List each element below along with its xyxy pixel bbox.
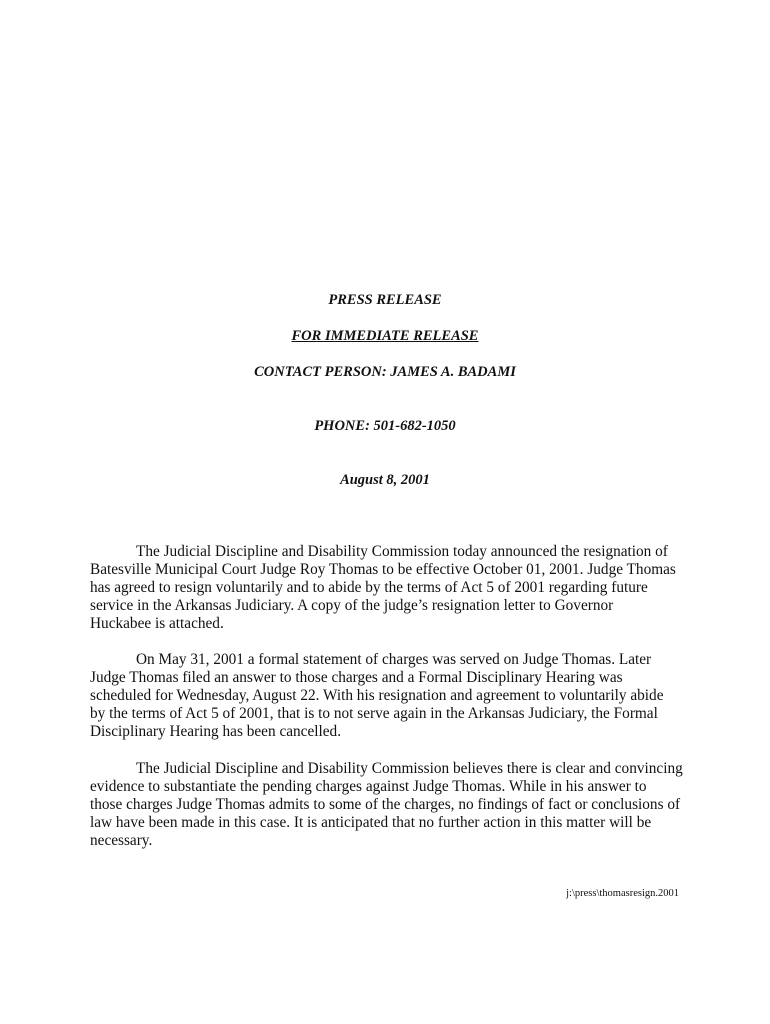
paragraph-line: scheduled for Wednesday, August 22. With his resignation and agreement to voluntarily abide (90, 687, 664, 704)
paragraph-line: evidence to substantiate the pending charges against Judge Thomas. While in his answer to (90, 778, 647, 795)
paragraph-line: Disciplinary Hearing has been cancelled. (90, 723, 342, 740)
paragraph-line: The Judicial Discipline and Disability Commission believes there is clear and convincing (136, 760, 683, 777)
paragraph-line: Huckabee is attached. (90, 615, 224, 632)
paragraph-line: those charges Judge Thomas admits to some of the charges, no findings of fact or conclusions of (90, 796, 681, 813)
paragraph-line: Judge Thomas filed an answer to those charges and a Formal Disciplinary Hearing was (90, 669, 623, 686)
phone-line: PHONE: 501-682-1050 (314, 418, 456, 434)
release-type-heading: FOR IMMEDIATE RELEASE (291, 328, 479, 344)
paragraph-line: The Judicial Discipline and Disability Commission today announced the resignation of (136, 543, 668, 560)
paragraph-line: service in the Arkansas Judiciary. A copy of the judge’s resignation letter to Governor (90, 597, 614, 614)
body-paragraph-3 (90, 760, 690, 850)
file-reference: j:\press\thomasresign.2001 (566, 888, 679, 899)
paragraph-line: law have been made in this case. It is anticipated that no further action in this matter will be (90, 814, 652, 831)
paragraph-line: necessary. (90, 832, 153, 849)
paragraph-line: by the terms of Act 5 of 2001, that is to not serve again in the Arkansas Judiciary, the Formal (90, 705, 658, 722)
press-release-title: PRESS RELEASE (328, 292, 442, 308)
release-date: August 8, 2001 (340, 472, 430, 488)
paragraph-line: Batesville Municipal Court Judge Roy Thomas to be effective October 01, 2001. Judge Thomas (90, 561, 676, 578)
contact-person-line: CONTACT PERSON: JAMES A. BADAMI (254, 364, 516, 380)
body-paragraph-1 (90, 543, 690, 633)
paragraph-line: has agreed to resign voluntarily and to abide by the terms of Act 5 of 2001 regarding future (90, 579, 648, 596)
body-paragraph-2 (90, 651, 690, 741)
paragraph-line: On May 31, 2001 a formal statement of charges was served on Judge Thomas. Later (136, 651, 652, 668)
